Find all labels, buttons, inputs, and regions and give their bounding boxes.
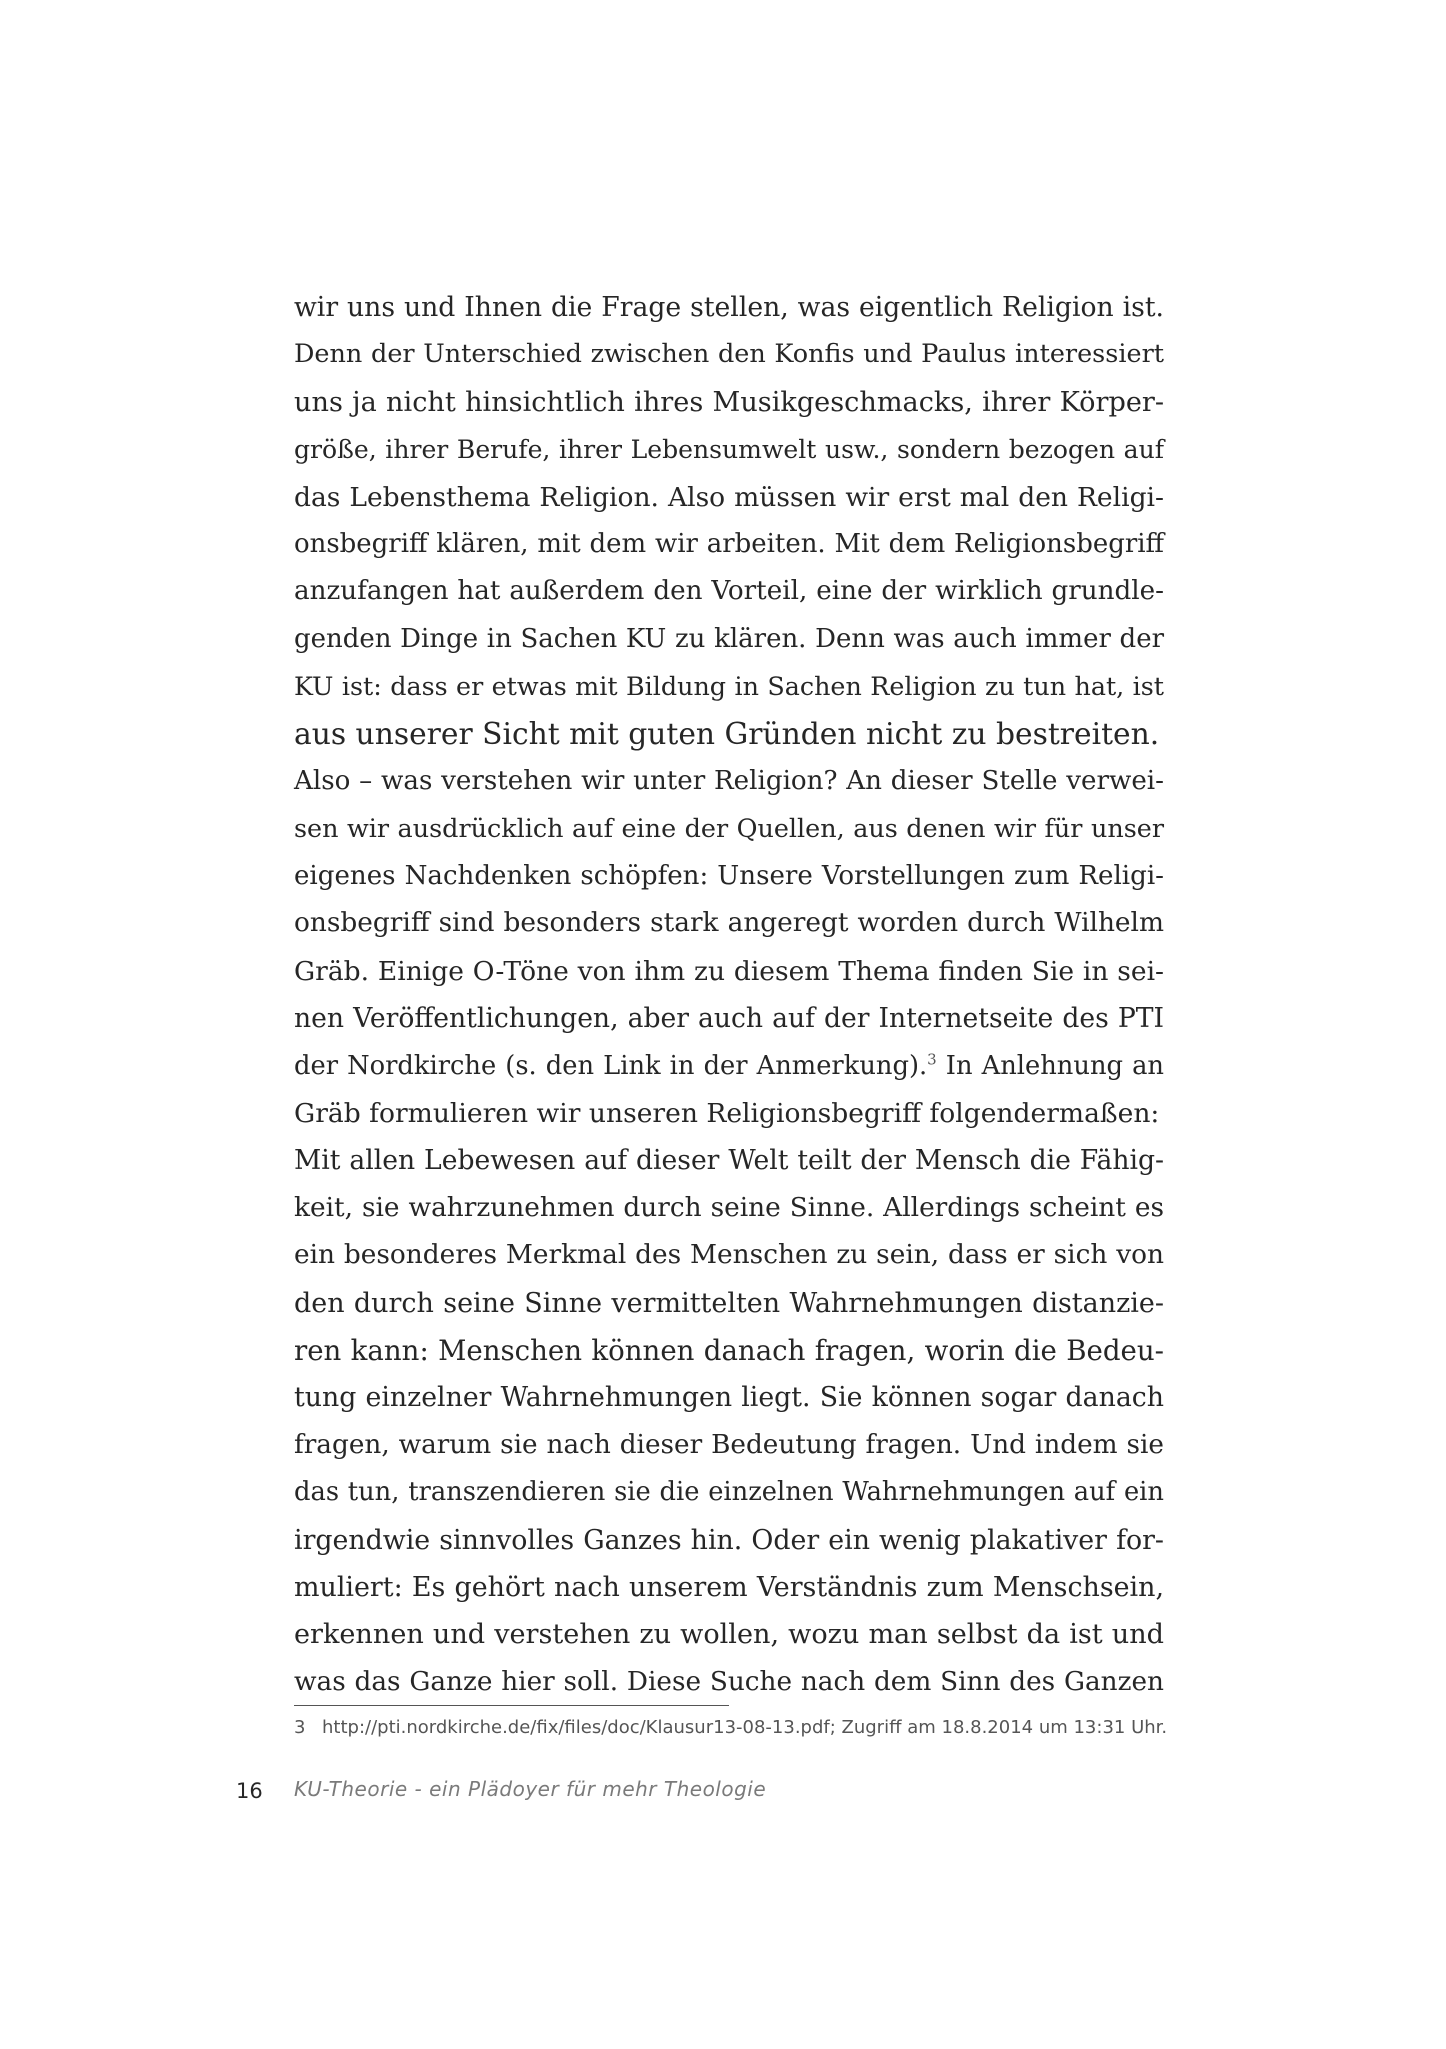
- text-line: Gräb formulieren wir unseren Religionsbegriff folgendermaßen:: [294, 1097, 1160, 1129]
- text-line: uns ja nicht hinsichtlich ihres Musikgeschmacks, ihrer Körper-: [294, 386, 1164, 418]
- text-line: was das Ganze hier soll. Diese Suche nach dem Sinn des Ganzen: [294, 1666, 1164, 1697]
- text-line: nen Veröffentlichungen, aber auch auf der Internetseite des PTI: [294, 1003, 1164, 1035]
- running-footer-title: KU-Theorie - ein Plädoyer für mehr Theologie: [294, 1777, 767, 1801]
- text-line: tung einzelner Wahrnehmungen liegt. Sie können sogar danach: [294, 1382, 1164, 1414]
- text-line: onsbegriff klären, mit dem wir arbeiten. Mit dem Religionsbegriff: [294, 529, 1164, 560]
- footnote-number: 3: [294, 1717, 306, 1738]
- page-number: 16: [236, 1779, 263, 1803]
- text-line: Also – was verstehen wir unter Religion? An dieser Stelle verwei-: [294, 766, 1164, 797]
- text-line: erkennen und verstehen zu wollen, wozu man selbst da ist und: [294, 1619, 1164, 1651]
- text-line: irgendwie sinnvolles Ganzes hin. Oder ein wenig plakativer for-: [294, 1524, 1164, 1556]
- footnote: [294, 1714, 1168, 1742]
- text-line: onsbegriff sind besonders stark angeregt worden durch Wilhelm: [294, 908, 1164, 939]
- text-line: fragen, warum sie nach dieser Bedeutung fragen. Und indem sie: [294, 1429, 1164, 1460]
- text-line: sen wir ausdrücklich auf eine der Quellen, aus denen wir für unser: [294, 813, 1164, 844]
- text-line: größe, ihrer Berufe, ihrer Lebensumwelt usw., sondern bezogen auf: [294, 435, 1164, 465]
- text-line: das Lebensthema Religion. Also müssen wir erst mal den Religi-: [294, 481, 1164, 513]
- text-line: KU ist: dass er etwas mit Bildung in Sachen Religion zu tun hat, ist: [294, 671, 1164, 702]
- footnote-link[interactable]: http://pti.nordkirche.de/fix/files/doc/Klausur13-08-13.pdf; Zugriff am 18.8.2014 um 13:31 Uhr.: [322, 1717, 1168, 1738]
- text-line: aus unserer Sicht mit guten Gründen nicht zu bestreiten.: [294, 716, 1160, 752]
- text-line: Denn der Unterschied zwischen den Konfis und Paulus interessiert: [294, 339, 1164, 370]
- text-line: ein besonderes Merkmal des Menschen zu sein, dass er sich von: [294, 1240, 1164, 1271]
- text-line-with-footnote-ref: [294, 1043, 1164, 1090]
- footnote-divider: [294, 1705, 729, 1706]
- text-line: eigenes Nachdenken schöpfen: Unsere Vorstellungen zum Religi-: [294, 860, 1164, 891]
- text-line: Gräb. Einige O-Töne von ihm zu diesem Thema finden Sie in sei-: [294, 955, 1164, 987]
- text-line: genden Dinge in Sachen KU zu klären. Denn was auch immer der: [294, 623, 1164, 654]
- text-line: muliert: Es gehört nach unserem Verständnis zum Menschsein,: [294, 1571, 1164, 1603]
- footnote-reference[interactable]: 3: [927, 1049, 937, 1068]
- text-line: ren kann: Menschen können danach fragen, worin die Bedeu-: [294, 1333, 1164, 1367]
- text-line: den durch seine Sinne vermittelten Wahrnehmungen distanzie-: [294, 1287, 1164, 1319]
- text-segment: In Anlehnung an: [945, 1050, 1164, 1081]
- text-line: anzufangen hat außerdem den Vorteil, eine der wirklich grundle-: [294, 576, 1164, 607]
- text-line: Mit allen Lebewesen auf dieser Welt teilt der Mensch die Fähig-: [294, 1145, 1164, 1177]
- text-line: wir uns und Ihnen die Frage stellen, was eigentlich Religion ist.: [294, 292, 1164, 323]
- text-segment: der Nordkirche (s. den Link in der Anmerkung).: [294, 1050, 928, 1081]
- text-line: keit, sie wahrzunehmen durch seine Sinne. Allerdings scheint es: [294, 1192, 1164, 1223]
- text-line: das tun, transzendieren sie die einzelnen Wahrnehmungen auf ein: [294, 1477, 1164, 1508]
- body-text: [294, 284, 1164, 1706]
